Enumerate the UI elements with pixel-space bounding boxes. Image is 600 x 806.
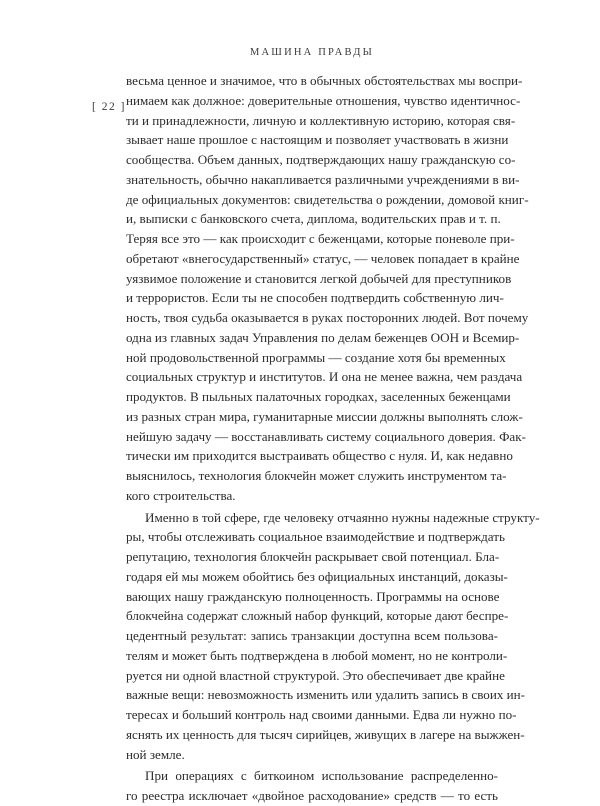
text-line: из разных стран мира, гуманитарные миссии должны выполнять слож- bbox=[126, 408, 523, 424]
text-line: вающих нашу гражданскую полноценность. Программы на основе bbox=[126, 588, 500, 604]
text-line: годаря ей мы можем обойтись без официальных инстанций, доказы- bbox=[126, 568, 508, 584]
text-line: репутацию, технология блокчейн раскрывает свой потенциал. Бла- bbox=[126, 549, 500, 564]
text-line: обретают «внегосударственный» статус, — человек попадает в крайне bbox=[126, 250, 520, 266]
text-line: выяснилось, технология блокчейн может служить инструментом та- bbox=[126, 468, 507, 483]
text-line: и террористов. Если ты не способен подтвердить собственную лич- bbox=[126, 290, 504, 306]
text-line: цедентный результат: запись транзакции доступна всем пользова- bbox=[126, 628, 498, 643]
text-line: Теряя все это — как происходит с беженцами, которые поневоле при- bbox=[126, 231, 515, 246]
text-line: продуктов. В пыльных палаточных городках, заселенных беженцами bbox=[126, 389, 511, 404]
text-line: Именно в той сфере, где человеку отчаянно нужны надежные структу- bbox=[145, 509, 540, 525]
text-line: кого строительства. bbox=[126, 487, 236, 503]
text-line: нейшую задачу — восстанавливать систему социального доверия. Фак- bbox=[126, 428, 526, 444]
text-line: важные вещи: невозможность изменить или удалить запись в своих ин- bbox=[126, 687, 526, 703]
text-line: знательность, обычно накапливается различными учреждениями в ви- bbox=[126, 171, 520, 187]
text-line: тересах и больший контроль над своими данными. Едва ли нужно по- bbox=[126, 707, 517, 722]
text-line: уязвимое положение и становится легкой добычей для преступников bbox=[126, 270, 512, 286]
text-line: одна из главных задач Управления по делам беженцев ООН и Всемир- bbox=[126, 329, 520, 345]
text-line: ной продовольственной программы — создание хотя бы временных bbox=[126, 349, 506, 365]
text-line: социальных структур и институтов. И она не менее важна, чем раздача bbox=[126, 369, 523, 385]
paragraph bbox=[126, 508, 540, 765]
text-line: сообщества. Объем данных, подтверждающих нашу гражданскую со- bbox=[126, 152, 516, 167]
paragraph bbox=[126, 71, 529, 506]
text-line: го реестра исключает «двойное расходование» средств — то есть bbox=[126, 788, 498, 803]
text-line: ной земле. bbox=[126, 746, 185, 762]
body-text bbox=[126, 71, 540, 806]
text-line: телям и может быть подтверждена в любой момент, но не контроли- bbox=[126, 647, 508, 663]
text-line: ность, твоя судьба оказывается в руках посторонних людей. Вот почему bbox=[126, 310, 529, 325]
text-line: яснять их ценность для тысяч сирийцев, живущих в лагере на выжжен- bbox=[126, 726, 525, 742]
text-line: нимаем как должное: доверительные отношения, чувство идентичнос- bbox=[126, 92, 521, 108]
text-line: зывает наше прошлое с настоящим и позволяет участвовать в жизни bbox=[126, 132, 509, 148]
text-line: При операциях с биткоином использование распределенно- bbox=[145, 768, 498, 784]
text-line: ры, чтобы отслеживать социальное взаимодействие и подтверждать bbox=[126, 529, 505, 545]
text-line: руется ни одной властной структурой. Это обеспечивает две крайне bbox=[126, 667, 505, 683]
text-line: де официальных документов: свидетельства о рождении, домовой книг- bbox=[126, 191, 529, 207]
text-line: и, выписки с банковского счета, диплома, водительских прав и т. п. bbox=[126, 211, 501, 227]
running-title: МАШИНА ПРАВДЫ bbox=[249, 47, 375, 58]
page-number: [ 22 ] bbox=[92, 101, 126, 113]
paragraph bbox=[126, 766, 498, 806]
text-line: блокчейна содержат сложный набор функций, которые дают беспре- bbox=[126, 608, 509, 624]
text-line: ти и принадлежности, личную и коллективную историю, которая свя- bbox=[126, 112, 516, 128]
text-line: тически им приходится выстраивать общество с нуля. И, как недавно bbox=[126, 448, 513, 464]
text-line: весьма ценное и значимое, что в обычных обстоятельствах мы воспри- bbox=[126, 73, 523, 88]
